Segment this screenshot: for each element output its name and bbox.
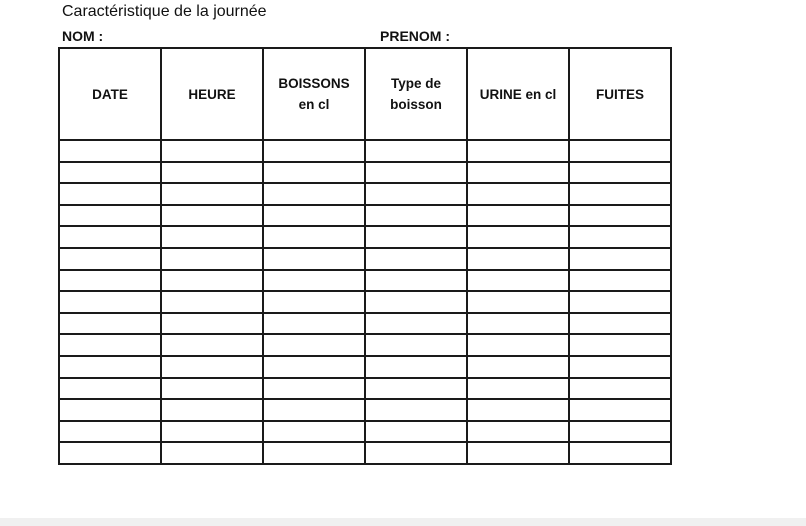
- table-body: [59, 140, 671, 464]
- table-row: [59, 334, 671, 356]
- table-cell[interactable]: [365, 421, 467, 443]
- table-cell[interactable]: [365, 248, 467, 270]
- table-cell[interactable]: [569, 205, 671, 227]
- table-cell[interactable]: [161, 399, 263, 421]
- table-row: [59, 399, 671, 421]
- table-cell[interactable]: [365, 399, 467, 421]
- table-cell[interactable]: [263, 270, 365, 292]
- header-type-boisson: Type de boisson: [365, 48, 467, 140]
- table-cell[interactable]: [59, 378, 161, 400]
- table-cell[interactable]: [569, 356, 671, 378]
- table-cell[interactable]: [365, 334, 467, 356]
- table-cell[interactable]: [59, 442, 161, 464]
- header-row: [59, 48, 671, 140]
- table-cell[interactable]: [59, 399, 161, 421]
- table-row: [59, 183, 671, 205]
- table-cell[interactable]: [467, 140, 569, 162]
- table-row: [59, 313, 671, 335]
- table-cell[interactable]: [569, 334, 671, 356]
- table-cell[interactable]: [161, 334, 263, 356]
- table-cell[interactable]: [467, 313, 569, 335]
- table-cell[interactable]: [161, 162, 263, 184]
- table-cell[interactable]: [467, 270, 569, 292]
- table-cell[interactable]: [263, 248, 365, 270]
- table-cell[interactable]: [263, 421, 365, 443]
- table-cell[interactable]: [263, 162, 365, 184]
- table-cell[interactable]: [263, 399, 365, 421]
- table-cell[interactable]: [569, 313, 671, 335]
- table-cell[interactable]: [365, 226, 467, 248]
- table-cell[interactable]: [161, 378, 263, 400]
- table-cell[interactable]: [467, 421, 569, 443]
- nom-label: NOM :: [62, 28, 104, 44]
- table-cell[interactable]: [467, 442, 569, 464]
- table-cell[interactable]: [569, 378, 671, 400]
- table-cell[interactable]: [569, 421, 671, 443]
- table-cell[interactable]: [59, 140, 161, 162]
- table-cell[interactable]: [467, 248, 569, 270]
- table-cell[interactable]: [263, 183, 365, 205]
- table-cell[interactable]: [59, 205, 161, 227]
- table-cell[interactable]: [161, 205, 263, 227]
- table-cell[interactable]: [467, 356, 569, 378]
- table-cell[interactable]: [569, 140, 671, 162]
- header-boissons: BOISSONS en cl: [263, 48, 365, 140]
- table-cell[interactable]: [263, 356, 365, 378]
- table-cell[interactable]: [365, 313, 467, 335]
- table-cell[interactable]: [161, 226, 263, 248]
- table-cell[interactable]: [569, 291, 671, 313]
- table-cell[interactable]: [467, 162, 569, 184]
- table-cell[interactable]: [59, 248, 161, 270]
- daily-log-table: [58, 47, 672, 465]
- table-cell[interactable]: [263, 140, 365, 162]
- table-cell[interactable]: [365, 162, 467, 184]
- table-row: [59, 356, 671, 378]
- table-cell[interactable]: [161, 291, 263, 313]
- header-heure: HEURE: [161, 48, 263, 140]
- table-cell[interactable]: [467, 378, 569, 400]
- table-cell[interactable]: [569, 248, 671, 270]
- document-title: Caractéristique de la journée: [62, 3, 267, 20]
- header-urine: URINE en cl: [467, 48, 569, 140]
- table-row: [59, 248, 671, 270]
- table-cell[interactable]: [59, 183, 161, 205]
- table-cell[interactable]: [365, 291, 467, 313]
- table-cell[interactable]: [59, 421, 161, 443]
- table-cell[interactable]: [59, 270, 161, 292]
- table-cell[interactable]: [161, 421, 263, 443]
- table-cell[interactable]: [467, 291, 569, 313]
- table-cell[interactable]: [59, 162, 161, 184]
- table-cell[interactable]: [365, 442, 467, 464]
- header-date: DATE: [59, 48, 161, 140]
- table-cell[interactable]: [59, 356, 161, 378]
- table-cell[interactable]: [467, 334, 569, 356]
- table-cell[interactable]: [263, 313, 365, 335]
- table-cell[interactable]: [59, 291, 161, 313]
- table-cell[interactable]: [365, 378, 467, 400]
- table-cell[interactable]: [161, 248, 263, 270]
- table-row: [59, 442, 671, 464]
- table-cell[interactable]: [263, 334, 365, 356]
- table-cell[interactable]: [365, 356, 467, 378]
- table-cell[interactable]: [569, 442, 671, 464]
- table-row: [59, 270, 671, 292]
- table-cell[interactable]: [569, 399, 671, 421]
- table-cell[interactable]: [59, 226, 161, 248]
- table-cell[interactable]: [467, 399, 569, 421]
- table-row: [59, 421, 671, 443]
- table-cell[interactable]: [467, 183, 569, 205]
- table-cell[interactable]: [569, 270, 671, 292]
- table-cell[interactable]: [467, 205, 569, 227]
- table-cell[interactable]: [365, 270, 467, 292]
- table-cell[interactable]: [59, 313, 161, 335]
- table-cell[interactable]: [263, 291, 365, 313]
- table-cell[interactable]: [161, 270, 263, 292]
- table-cell[interactable]: [365, 183, 467, 205]
- table-cell[interactable]: [569, 162, 671, 184]
- table-row: [59, 140, 671, 162]
- table-cell[interactable]: [161, 356, 263, 378]
- table-cell[interactable]: [263, 226, 365, 248]
- table-row: [59, 226, 671, 248]
- table-cell[interactable]: [161, 442, 263, 464]
- table-cell[interactable]: [365, 140, 467, 162]
- table-row: [59, 162, 671, 184]
- table-row: [59, 378, 671, 400]
- table-cell[interactable]: [263, 205, 365, 227]
- table-cell[interactable]: [59, 334, 161, 356]
- table-cell[interactable]: [161, 140, 263, 162]
- table-row: [59, 291, 671, 313]
- table-cell[interactable]: [365, 205, 467, 227]
- table-cell[interactable]: [161, 313, 263, 335]
- table-row: [59, 205, 671, 227]
- table-cell[interactable]: [569, 226, 671, 248]
- table-cell[interactable]: [263, 378, 365, 400]
- table-cell[interactable]: [161, 183, 263, 205]
- prenom-label: PRENOM :: [380, 28, 450, 44]
- table-cell[interactable]: [263, 442, 365, 464]
- header-fuites: FUITES: [569, 48, 671, 140]
- table-cell[interactable]: [569, 183, 671, 205]
- page-bottom-edge: [0, 518, 806, 526]
- table-cell[interactable]: [467, 226, 569, 248]
